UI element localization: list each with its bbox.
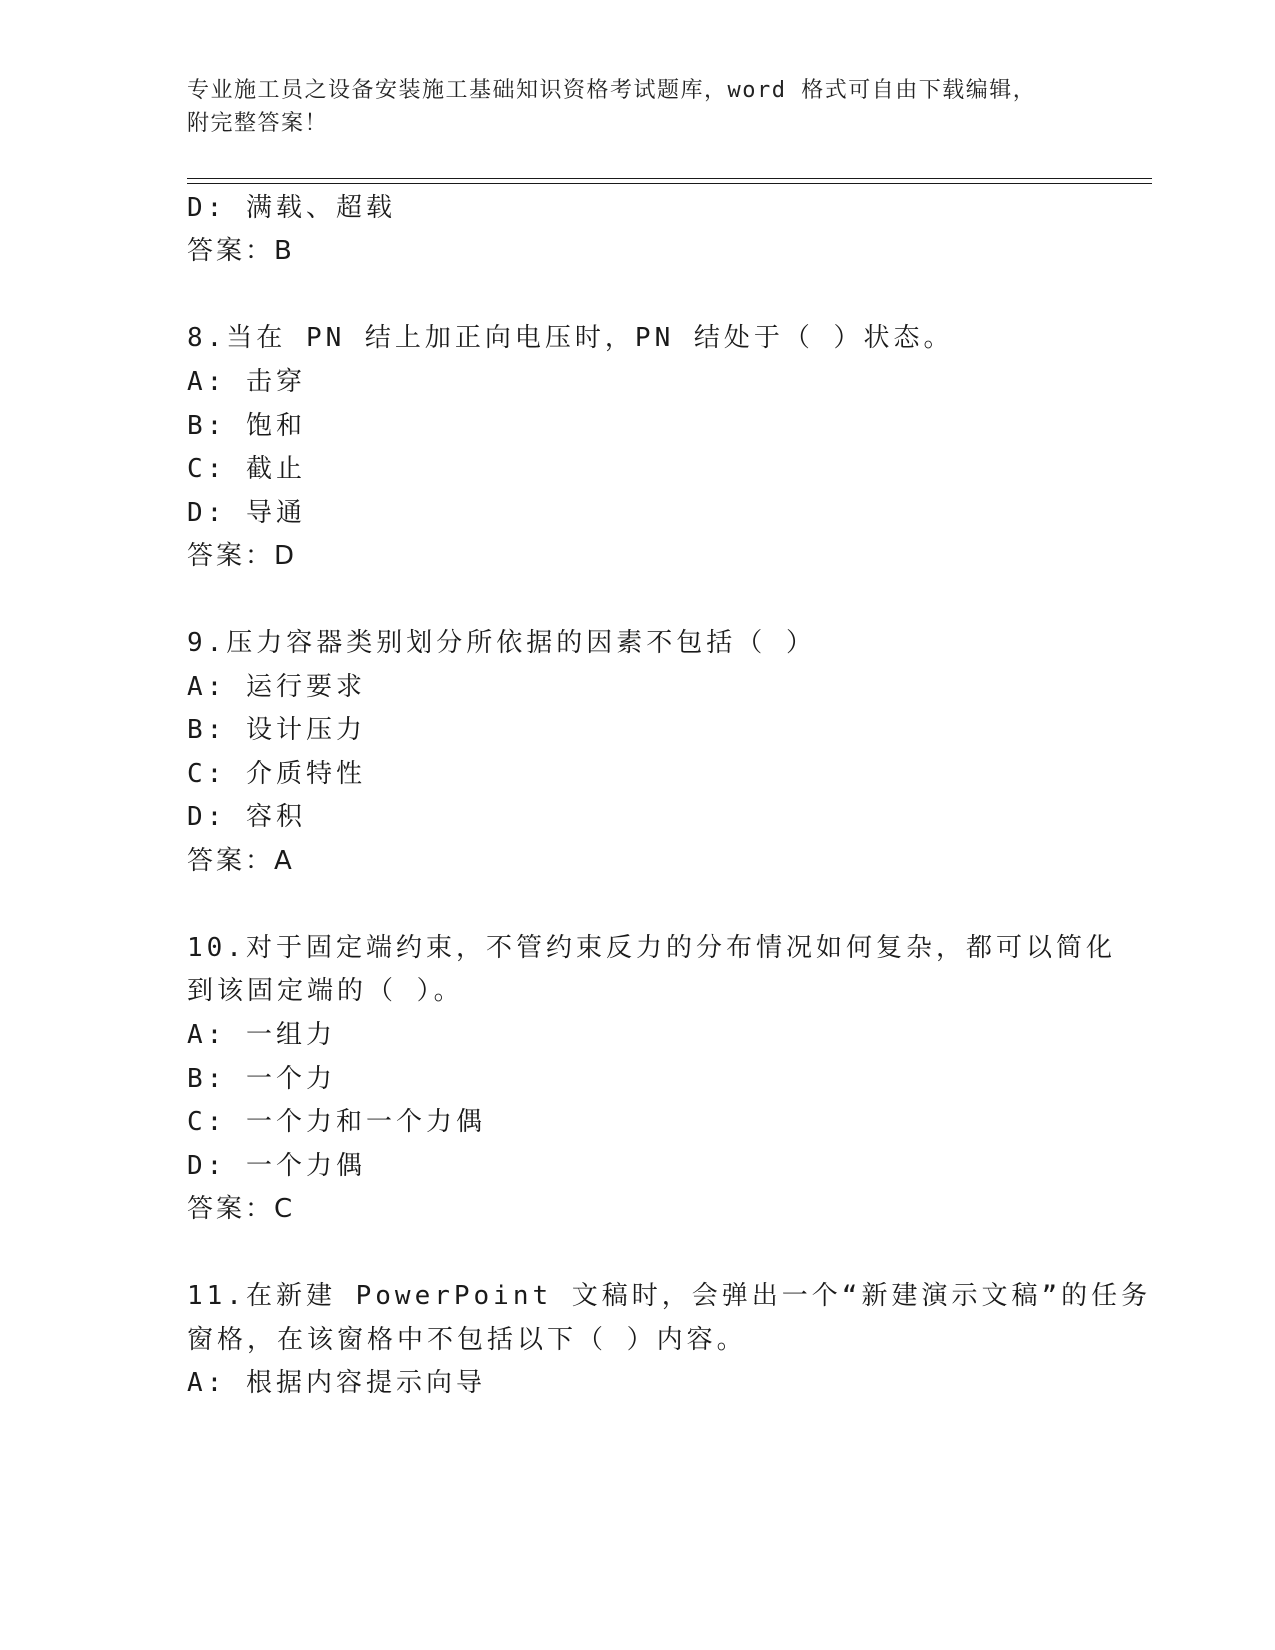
q11-question-line-2: 窗格，在该窗格中不包括以下（ ）内容。 [187,1325,747,1355]
q8-question: 8.当在 PN 结上加正向电压时，PN 结处于（ ）状态。 [187,323,954,353]
q10-option-b: B: 一个力 [187,1064,336,1094]
q9-option-c: C: 介质特性 [187,759,366,789]
q10-option-a: A: 一组力 [187,1020,336,1050]
q10-question-line-2: 到该固定端的（ ）。 [187,976,464,1006]
q9-option-a: A: 运行要求 [187,672,366,702]
header-line-1: 专业施工员之设备安装施工基础知识资格考试题库，word 格式可自由下载编辑， [187,78,1037,103]
q8-option-b: B: 饱和 [187,411,306,441]
q7-answer: 答案：B [187,236,295,266]
header-divider-bottom [187,183,1152,184]
q11-option-a: A: 根据内容提示向导 [187,1368,486,1398]
q7-option-d: D: 满载、超载 [187,193,396,223]
q10-option-d: D: 一个力偶 [187,1151,366,1181]
q8-option-d: D: 导通 [187,498,306,528]
q10-question-line-1: 10.对于固定端约束，不管约束反力的分布情况如何复杂，都可以简化 [187,933,1116,963]
q9-question: 9.压力容器类别划分所依据的因素不包括（ ） [187,628,816,658]
header-divider-top [187,178,1152,179]
q11-question-line-1: 11.在新建 PowerPoint 文稿时，会弹出一个“新建演示文稿”的任务 [187,1281,1152,1311]
q10-option-c: C: 一个力和一个力偶 [187,1107,486,1137]
header-line-2: 附完整答案！ [187,111,329,136]
q9-option-d: D: 容积 [187,802,306,832]
q9-option-b: B: 设计压力 [187,715,366,745]
q9-answer: 答案：A [187,846,295,876]
q8-answer: 答案：D [187,541,298,571]
q10-answer: 答案：C [187,1194,296,1224]
q8-option-a: A: 击穿 [187,367,306,397]
q8-option-c: C: 截止 [187,454,306,484]
document-header [187,74,1087,140]
